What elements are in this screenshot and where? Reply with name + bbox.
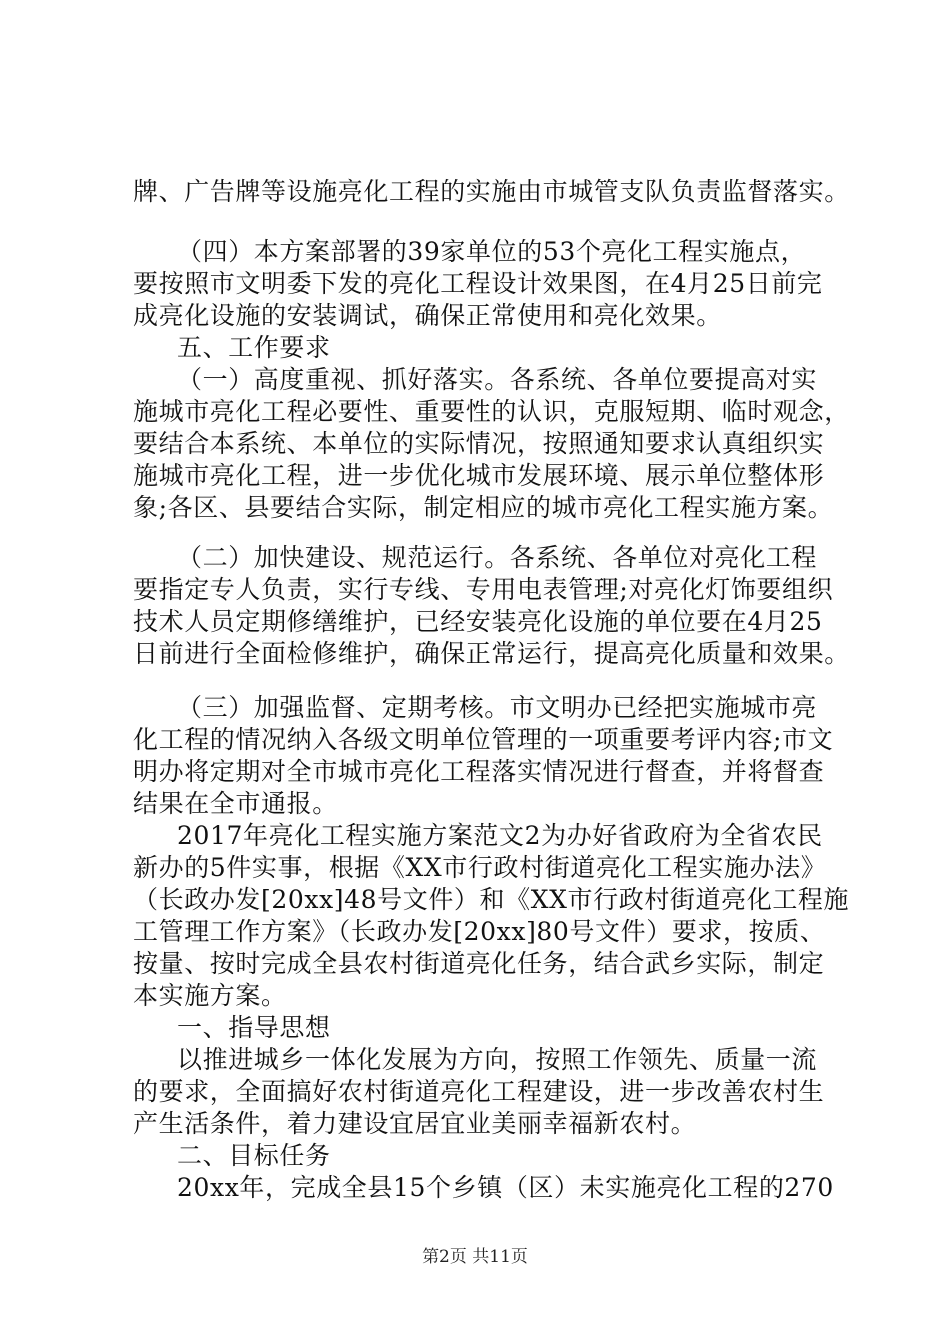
text-line: 化工程的情况纳入各级文明单位管理的一项重要考评内容;市文 xyxy=(133,725,834,754)
text-line: 工管理工作方案》（长政办发[20xx]80号文件）要求，按质、 xyxy=(133,917,826,946)
text-line: 新办的5件实事，根据《XX市行政村街道亮化工程实施办法》 xyxy=(133,853,827,882)
section-heading: 二、目标任务 xyxy=(177,1141,331,1170)
text-line: 的要求，全面搞好农村街道亮化工程建设，进一步改善农村生 xyxy=(133,1077,825,1106)
text-line: （二）加快建设、规范运行。各系统、各单位对亮化工程 xyxy=(177,543,818,572)
text-line: 要按照市文明委下发的亮化工程设计效果图，在4月25日前完 xyxy=(133,269,823,298)
text-line: 以推进城乡一体化发展为方向，按照工作领先、质量一流 xyxy=(177,1045,818,1074)
text-line: 按量、按时完成全县农村街道亮化任务，结合武乡实际，制定 xyxy=(133,949,825,978)
text-line: 象;各区、县要结合实际，制定相应的城市亮化工程实施方案。 xyxy=(133,493,834,522)
text-line: （长政办发[20xx]48号文件）和《XX市行政村街道亮化工程施 xyxy=(133,885,850,914)
text-line: 施城市亮化工程必要性、重要性的认识，克服短期、临时观念， xyxy=(133,397,850,426)
text-line: （一）高度重视、抓好落实。各系统、各单位要提高对实 xyxy=(177,365,818,394)
text-line: 技术人员定期修缮维护，已经安装亮化设施的单位要在4月25 xyxy=(133,607,823,636)
text-line: 明办将定期对全市城市亮化工程落实情况进行督查，并将督查 xyxy=(133,757,825,786)
text-line: 要结合本系统、本单位的实际情况，按照通知要求认真组织实 xyxy=(133,429,825,458)
text-line: （三）加强监督、定期考核。市文明办已经把实施城市亮 xyxy=(177,693,818,722)
text-line: 牌、广告牌等设施亮化工程的实施由市城管支队负责监督落实。 xyxy=(133,177,850,206)
section-heading: 一、指导思想 xyxy=(177,1013,331,1042)
section-heading: 五、工作要求 xyxy=(177,333,331,362)
text-line: 本实施方案。 xyxy=(133,981,287,1010)
text-line: 要指定专人负责，实行专线、专用电表管理;对亮化灯饰要组织 xyxy=(133,575,834,604)
text-line: 产生活条件，着力建设宜居宜业美丽幸福新农村。 xyxy=(133,1109,697,1138)
text-line: （四）本方案部署的39家单位的53个亮化工程实施点， xyxy=(177,237,807,266)
text-line: 2017年亮化工程实施方案范文2为办好省政府为全省农民 xyxy=(177,821,823,850)
text-line: 施城市亮化工程，进一步优化城市发展环境、展示单位整体形 xyxy=(133,461,825,490)
text-line: 20xx年，完成全县15个乡镇（区）未实施亮化工程的270 xyxy=(177,1173,834,1202)
text-line: 结果在全市通报。 xyxy=(133,789,338,818)
page-number-footer: 第2页 共11页 xyxy=(422,1247,528,1267)
text-line: 日前进行全面检修维护，确保正常运行，提高亮化质量和效果。 xyxy=(133,639,850,668)
text-line: 成亮化设施的安装调试，确保正常使用和亮化效果。 xyxy=(133,301,722,330)
